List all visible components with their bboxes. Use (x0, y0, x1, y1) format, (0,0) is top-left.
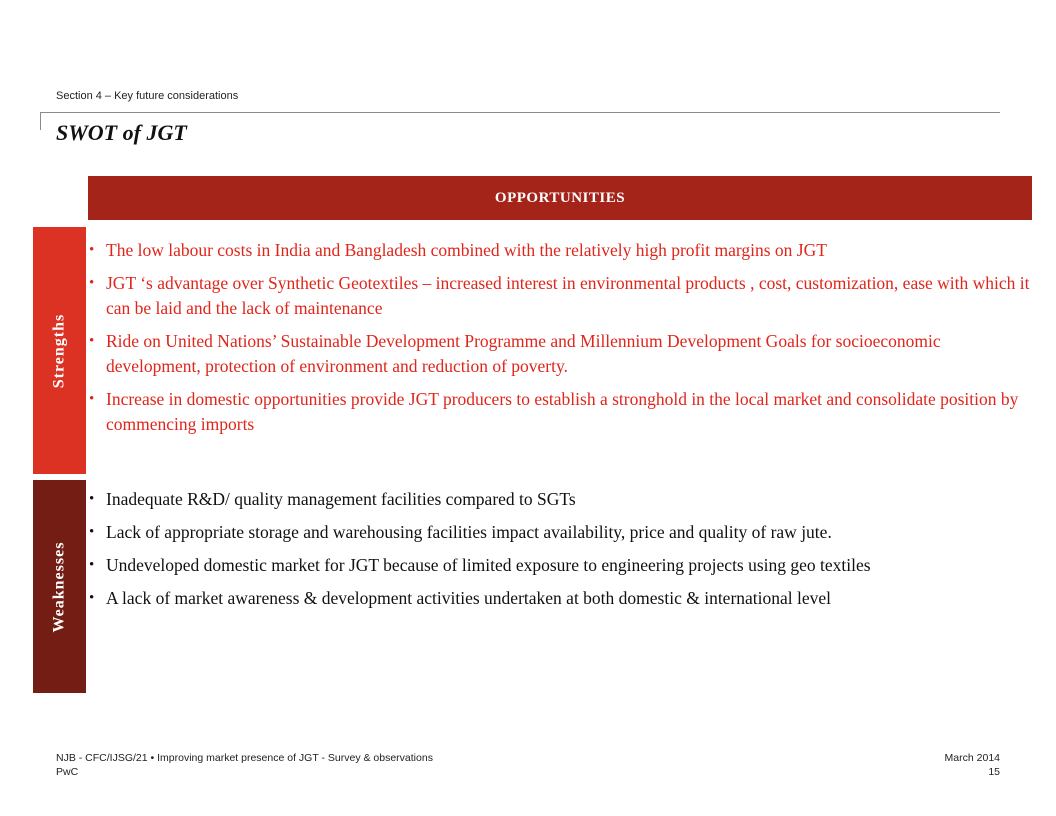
footer-company: PwC (56, 766, 79, 778)
bullet-icon: • (89, 557, 95, 573)
footer-left (56, 751, 433, 779)
list-item (88, 487, 1032, 512)
bullet-icon: • (89, 275, 95, 291)
opportunities-header: OPPORTUNITIES (88, 176, 1032, 220)
weaknesses-list (88, 487, 1032, 619)
title-divider (40, 112, 1000, 113)
list-item-text: Inadequate R&D/ quality management facilities compared to SGTs (106, 489, 576, 509)
bullet-icon: • (89, 524, 95, 540)
list-item (88, 586, 1032, 611)
strengths-list (88, 238, 1032, 445)
list-item (88, 238, 1032, 263)
bullet-icon: • (89, 242, 95, 258)
section-label: Section 4 – Key future considerations (56, 90, 239, 102)
weaknesses-label: Weaknesses (50, 541, 68, 632)
list-item-text: Ride on United Nations’ Sustainable Development Programme and Millennium Development Goals for socioeconomic development, protection of environment and reduction of poverty. (106, 331, 941, 376)
bullet-icon: • (89, 590, 95, 606)
list-item-text: The low labour costs in India and Bangladesh combined with the relatively high profit margins on JGT (106, 240, 827, 260)
footer-date: March 2014 (944, 752, 1000, 764)
bullet-icon: • (89, 333, 95, 349)
bullet-icon: • (89, 391, 95, 407)
slide-title: SWOT of JGT (56, 120, 187, 145)
list-item-text: A lack of market awareness & development activities undertaken at both domestic & international level (106, 588, 832, 608)
list-item-text: Lack of appropriate storage and warehousing facilities impact availability, price and quality of raw jute. (106, 522, 832, 542)
list-item-text: Increase in domestic opportunities provide JGT producers to establish a stronghold in the local market and consolidate position by commencing imports (106, 389, 1019, 434)
weaknesses-label-bar (33, 480, 86, 693)
page-number: 15 (988, 766, 1000, 778)
list-item (88, 553, 1032, 578)
list-item (88, 520, 1032, 545)
list-item-text: Undeveloped domestic market for JGT because of limited exposure to engineering projects using geo textiles (106, 555, 871, 575)
title-divider-tick (40, 112, 41, 130)
list-item-text: JGT ‘s advantage over Synthetic Geotextiles – increased interest in environmental products , cost, customization, ease with which it can be laid and the lack of maintenance (106, 273, 1030, 318)
footer-project: NJB - CFC/IJSG/21 • Improving market presence of JGT - Survey & observations (56, 752, 433, 764)
strengths-label: Strengths (50, 313, 68, 388)
list-item (88, 271, 1032, 321)
footer-right (945, 751, 1000, 779)
strengths-label-bar (33, 227, 86, 474)
list-item (88, 329, 1032, 379)
bullet-icon: • (89, 491, 95, 507)
list-item (88, 387, 1032, 437)
